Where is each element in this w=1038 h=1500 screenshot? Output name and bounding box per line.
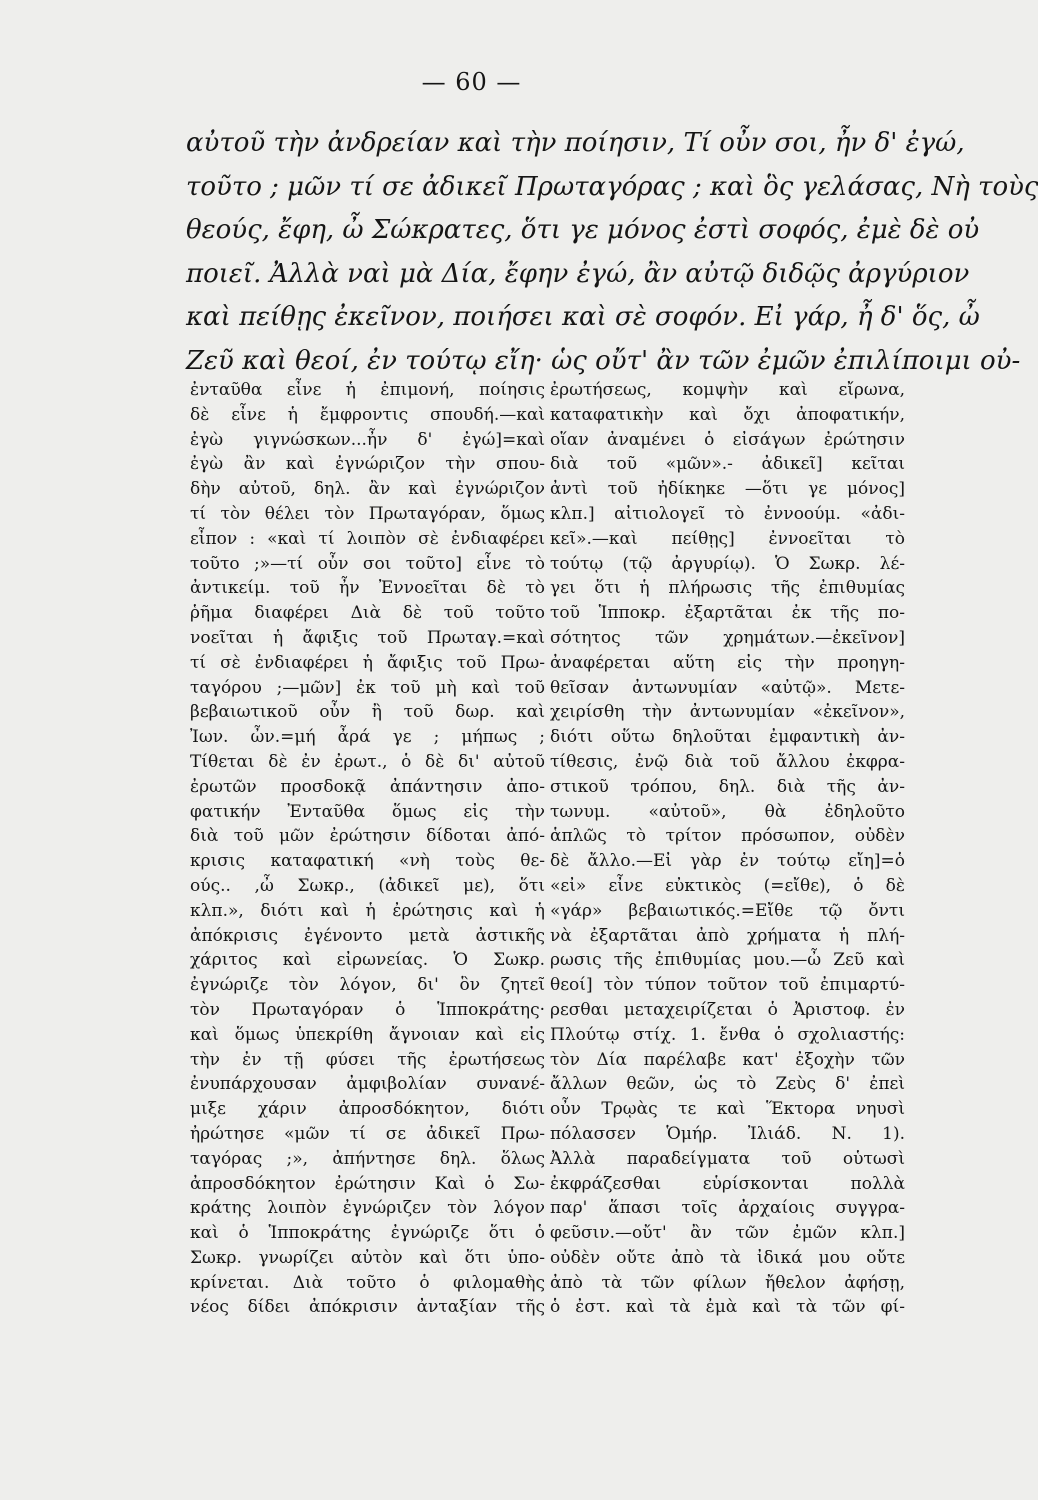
commentary-line: νὰ ἐξαρτᾶται ἀπὸ χρήματα ἡ πλή- [550,925,905,946]
commentary-line: κράτης λοιπὸν ἐγνώριζεν τὸν λόγον [190,1198,545,1219]
commentary-line: ρωσις τῆς ἐπιθυμίας μου.—ὦ Ζεῦ καὶ [550,950,905,971]
commentary-line: ἀπόκρισις ἐγένοντο μετὰ ἀστικῆς [190,925,545,946]
commentary-line: χειρίσθη τὴν ἀντωνυμίαν «ἐκεῖνον», [550,702,905,723]
commentary-line: καταφατικὴν καὶ ὄχι ἀποφατικήν, [550,404,905,425]
commentary-line: καὶ ὁ Ἱπποκράτης ἐγνώριζε ὅτι ὁ [190,1223,545,1244]
commentary-line: ἀντικείμ. τοῦ ἦν Ἐννοεῖται δὲ τὸ [190,578,545,599]
commentary-line: ἀπροσδόκητον ἐρώτησιν Καὶ ὁ Σω- [190,1173,545,1194]
commentary-line: ἐγνώριζε τὸν λόγον, δι' ὃν ζητεῖ [190,975,545,996]
commentary-line: διὰ τοῦ μῶν ἐρώτησιν δίδοται ἀπό- [190,826,545,847]
commentary-line: κρισις καταφατική «νὴ τοὺς θε- [190,851,545,872]
commentary-line: τί σὲ ἐνδιαφέρει ἡ ἄφιξις τοῦ Πρω- [190,652,545,673]
commentary-line: Πλούτῳ στίχ. 1. ἔνθα ὁ σχολιαστής: [550,1024,905,1045]
main-text-line: ποιεῖ. Ἀλλὰ ναὶ μὰ Δία, ἔφην ἐγώ, ἂν αὐτῷ διδῷς ἀργύριον [186,258,970,289]
commentary-line: διὰ τοῦ «μῶν».- ἀδικεῖ] κεῖται [550,454,905,475]
commentary-line: τίθεσις, ἐνῷ διὰ τοῦ ἄλλου ἐκφρα- [550,751,905,772]
commentary-line: νοεῖται ἡ ἄφιξις τοῦ Πρωταγ.=καὶ [190,627,545,648]
commentary-line: οἵαν ἀναμένει ὁ εἰσάγων ἐρώτησιν [550,429,905,450]
main-text-line: θεούς, ἔφη, ὦ Σώκρατες, ὅτι γε μόνος ἐστὶ σοφός, ἐμὲ δὲ οὐ [186,215,980,246]
commentary-line: «γάρ» βεβαιωτικός.=Εἴθε τῷ ὄντι [550,900,905,921]
commentary-line: ἀπὸ τὰ τῶν φίλων ἤθελον ἀφήσῃ, [550,1272,905,1293]
commentary-line: ταγόρας ;», ἀπήντησε δηλ. ὅλως [190,1148,545,1169]
commentary-line: ἀναφέρεται αὕτη εἰς τὴν προηγη- [550,652,905,673]
main-text-line: αὐτοῦ τὴν ἀνδρείαν καὶ τὴν ποίησιν, Τί οὖν σοι, ἦν δ' ἐγώ, [186,128,965,158]
commentary-line: ρεσθαι μεταχειρίζεται ὁ Ἀριστοφ. ἐν [550,999,905,1020]
commentary-line: κλπ.] αἰτιολογεῖ τὸ ἐννοούμ. «ἀδι- [550,503,905,524]
commentary-left-column [190,378,545,1320]
commentary-line: Ἀλλὰ παραδείγματα τοῦ οὑτωσὶ [550,1148,905,1169]
commentary-line: ἐρωτήσεως, κομψὴν καὶ εἴρωνα, [550,380,905,400]
commentary-line: κλπ.», διότι καὶ ἡ ἐρώτησις καὶ ἡ [190,900,545,921]
commentary-line: ἐνυπάρχουσαν ἀμφιβολίαν συνανέ- [190,1074,545,1095]
commentary-line: τωνυμ. «αὐτοῦ», θὰ ἐδηλοῦτο [550,801,905,822]
commentary-line: ταγόρου ;—μῶν] ἐκ τοῦ μὴ καὶ τοῦ [190,677,545,698]
commentary-line: σότητος τῶν χρημάτων.—ἐκεῖνον] [550,627,905,648]
commentary-line: ἀντὶ τοῦ ἠδίκηκε —ὅτι γε μόνος] [550,479,905,500]
commentary-line: θεῖσαν ἀντωνυμίαν «αὐτῷ». Μετε- [550,677,905,698]
commentary-line: ἐγὼ ἂν καὶ ἐγνώριζον τὴν σπου- [190,454,545,475]
commentary-line: Σωκρ. γνωρίζει αὐτὸν καὶ ὅτι ὑπο- [190,1247,545,1268]
commentary-line: Ἰων. ὦν.=μή ἆρά γε ; μήπως ; [190,727,545,748]
commentary-line: μιξε χάριν ἀπροσδόκητον, διότι [190,1099,545,1120]
commentary-line: φεῦσιν.—οὔτ' ἂν τῶν ἐμῶν κλπ.] [550,1223,905,1244]
commentary-line: κρίνεται. Διὰ τοῦτο ὁ φιλομαθὴς [190,1272,545,1293]
commentary-line: θεοί] τὸν τύπον τοῦτον τοῦ ἐπιμαρτύ- [550,975,905,996]
commentary-line: τοῦ Ἱπποκρ. ἐξαρτᾶται ἐκ τῆς πο- [550,603,905,624]
commentary-line: Τίθεται δὲ ἐν ἐρωτ., ὁ δὲ δι' αὐτοῦ [190,751,545,772]
commentary-line: τὸν Πρωταγόραν ὁ Ἱπποκράτης· [190,999,545,1020]
commentary-line: ούς.. ,ὦ Σωκρ., (ἀδικεῖ με), ὅτι [190,875,545,896]
commentary-line: τὸν Δία παρέλαβε κατ' ἐξοχὴν τῶν [550,1049,905,1070]
commentary-line: ἠρώτησε «μῶν τί σε ἀδικεῖ Πρω- [190,1123,545,1144]
commentary-line: ὁ ἐστ. καὶ τὰ ἐμὰ καὶ τὰ τῶν φί- [550,1297,905,1318]
commentary-line: ἐνταῦθα εἶνε ἡ ἐπιμονή, ποίησις [190,380,545,400]
commentary-line: εἶπον : «καὶ τί λοιπὸν σὲ ἐνδιαφέρει [190,528,545,549]
commentary-line: ἐκφράζεσθαι εὑρίσκονται πολλὰ [550,1173,905,1194]
page-number: — 60 — [421,68,522,96]
commentary-line: κεῖ».—καὶ πείθῃς] ἐννοεῖται τὸ [550,528,905,549]
commentary-line: δὲ εἶνε ἡ ἔμφροντις σπουδή.—καὶ [190,404,545,425]
commentary-line: βεβαιωτικοῦ οὖν ἢ τοῦ δωρ. καὶ [190,702,545,723]
commentary-line: φατικήν Ἐνταῦθα ὅμως εἰς τὴν [190,801,545,822]
commentary-line: τούτῳ (τῷ ἀργυρίῳ). Ὁ Σωκρ. λέ- [550,553,905,574]
commentary-line: γει ὅτι ἡ πλήρωσις τῆς ἐπιθυμίας [550,578,905,599]
commentary-line: στικοῦ τρόπου, δηλ. διὰ τῆς ἀν- [550,776,905,797]
main-text-line: τοῦτο ; μῶν τί σε ἀδικεῖ Πρωταγόρας ; καὶ ὃς γελάσας, Νὴ τοὺς [186,171,1038,202]
commentary-line: τί τὸν θέλει τὸν Πρωταγόραν, ὅμως [190,503,545,524]
main-text-line: καὶ πείθῃς ἐκεῖνον, ποιήσει καὶ σὲ σοφόν. Εἰ γάρ, ἦ δ' ὅς, ὦ [186,302,980,333]
commentary-line: ἐρωτῶν προσδοκᾷ ἀπάντησιν ἀπο- [190,776,545,797]
commentary-line: οὐδὲν οὔτε ἀπὸ τὰ ἰδικά μου οὔτε [550,1247,905,1268]
commentary-line: πόλασσεν Ὁμήρ. Ἰλιάδ. Ν. 1). [550,1123,905,1144]
commentary-line: τοῦτο ;»—τί οὖν σοι τοῦτο] εἶνε τὸ [190,553,545,574]
commentary-right-column [550,378,905,1320]
commentary-line: νέος δίδει ἀπόκρισιν ἀνταξίαν τῆς [190,1297,545,1318]
commentary-line: δὲ ἄλλο.—Εἰ γὰρ ἐν τούτῳ εἴη]=ὁ [550,851,905,872]
main-text [186,122,1038,384]
commentary-line: ῥῆμα διαφέρει Διὰ δὲ τοῦ τοῦτο [190,603,545,624]
commentary-line: καὶ ὅμως ὑπεκρίθη ἄγνοιαν καὶ εἰς [190,1024,545,1045]
commentary-line: διότι οὕτω δηλοῦται ἐμφαντικὴ ἀν- [550,727,905,748]
commentary-line: ἐγὼ γιγνώσκων...ἦν δ' ἐγώ]=καὶ [190,429,545,450]
commentary-line: οὖν Τρῳὰς τε καὶ Ἕκτορα νηυσὶ [550,1099,905,1120]
commentary-line: παρ' ἅπασι τοῖς ἀρχαίοις συγγρα- [550,1198,905,1219]
commentary-line: «εἰ» εἶνε εὐκτικὸς (=εἴθε), ὁ δὲ [550,875,905,896]
main-text-line: Ζεῦ καὶ θεοί, ἐν τούτῳ εἴη· ὡς οὔτ' ἂν τῶν ἐμῶν ἐπιλίποιμι οὐ- [186,345,1021,376]
commentary-line: χάριτος καὶ εἰρωνείας. Ὁ Σωκρ. [190,950,545,971]
commentary-line: τὴν ἐν τῇ φύσει τῆς ἐρωτήσεως [190,1049,545,1070]
commentary-line: ἁπλῶς τὸ τρίτον πρόσωπον, οὐδὲν [550,826,905,847]
commentary-line: δὴν αὐτοῦ, δηλ. ἂν καὶ ἐγνώριζον [190,479,545,500]
commentary-line: ἄλλων θεῶν, ὡς τὸ Ζεὺς δ' ἐπεὶ [550,1074,905,1095]
